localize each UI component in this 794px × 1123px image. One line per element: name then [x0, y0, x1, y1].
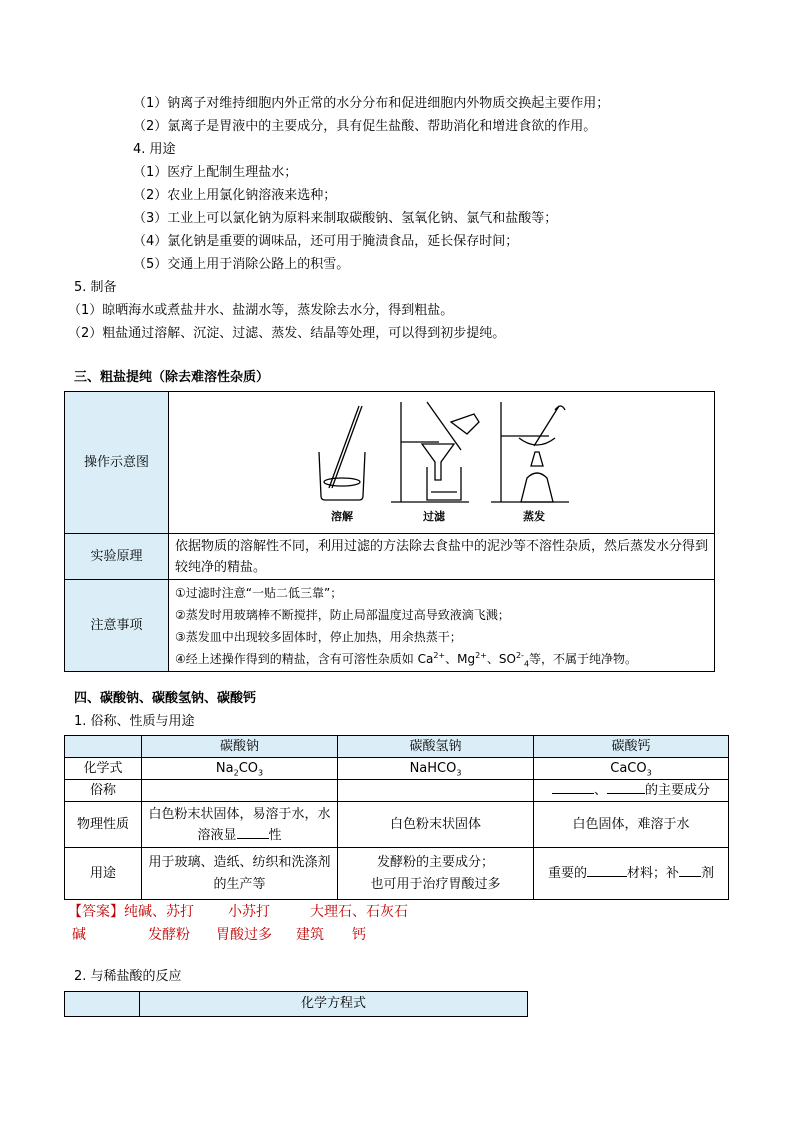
- caption-evaporate: 蒸发: [523, 510, 545, 523]
- answer-7: 建筑: [296, 927, 324, 943]
- answer-5: 发酵粉: [148, 927, 190, 943]
- section-4-heading: 四、碳酸钠、碳酸氢钠、碳酸钙: [74, 691, 257, 706]
- sodium-ion-role: （1）钠离子对维持细胞内外正常的水分分布和促进细胞内外物质交换起主要作用；: [133, 96, 610, 111]
- use-caco3: 重要的 材料；补 剂: [534, 848, 729, 900]
- alias-caco3: 、 的主要成分: [534, 780, 729, 802]
- crude-salt-table: [64, 391, 715, 672]
- answer-line-2: [72, 926, 366, 944]
- row-notes-label: 注意事项: [65, 580, 169, 672]
- use-item-5: （5）交通上用于消除公路上的积雪。: [133, 257, 350, 272]
- note-2: ②蒸发时用玻璃棒不断搅拌，防止局部温度过高导致液滴飞溅；: [175, 607, 510, 622]
- col-calcium-carbonate: 碳酸钙: [534, 736, 729, 758]
- carbonate-table: [64, 735, 729, 900]
- note-4: ④经上述操作得到的精盐，含有可溶性杂质如 $Ca^{2+}$、$Mg^{2+}$、$SO^{2-}_4$等，不属于纯净物。: [175, 650, 638, 668]
- answer-label: 【答案】: [68, 904, 124, 920]
- answer-8: 钙: [352, 927, 366, 943]
- alias-nahco3: [338, 780, 534, 802]
- formula-nahco3: NaHCO$_3$: [338, 758, 534, 780]
- dissolving-apparatus: [319, 406, 365, 500]
- subsection-2-title: 2. 与稀盐酸的反应: [74, 969, 182, 984]
- acid-reaction-table: [64, 991, 528, 1017]
- answer-6: 胃酸过多: [216, 927, 272, 943]
- acid-corner-cell: [65, 992, 140, 1017]
- chloride-ion-role: （2）氯离子是胃液中的主要成分，具有促生盐酸、帮助消化和增进食欲的作用。: [133, 119, 597, 134]
- row-diagram-label: 操作示意图: [65, 392, 169, 534]
- evaporation-apparatus: [491, 402, 569, 502]
- caption-dissolve: 溶解: [331, 510, 353, 523]
- filtering-apparatus: [391, 402, 479, 502]
- corner-cell: [65, 736, 142, 758]
- use-na2co3: 用于玻璃、造纸、纺织和洗涤剂 的生产等: [142, 848, 338, 900]
- formula-na2co3: $Na_2CO_3$: [142, 758, 338, 780]
- formula-label: 化学式: [65, 758, 142, 780]
- principle-text: 依据物质的溶解性不同，利用过滤的方法除去食盐中的泥沙等不溶性杂质，然后蒸发水分得到较纯净的精盐。: [169, 534, 715, 580]
- subsection-1-title: 1. 俗称、性质与用途: [74, 714, 195, 729]
- alias-label: 俗称: [65, 780, 142, 802]
- use-item-2: （2）农业上用氯化钠溶液来选种；: [133, 188, 337, 203]
- answer-4: 碱: [72, 927, 86, 943]
- physical-na2co3: 白色粉末状固体，易溶于水，水 溶液显 性: [142, 802, 338, 848]
- use-item-4: （4）氯化钠是重要的调味品，还可用于腌渍食品，延长保存时间；: [133, 234, 519, 249]
- use-nahco3: 发酵粉的主要成分； 也可用于治疗胃酸过多: [338, 848, 534, 900]
- col-sodium-carbonate: 碳酸钠: [142, 736, 338, 758]
- alias-na2co3: [142, 780, 338, 802]
- answer-3: 大理石、石灰石: [310, 904, 408, 920]
- note-3: ③蒸发皿中出现较多固体时，停止加热，用余热蒸干；: [175, 629, 462, 644]
- prep-item-2: （2）粗盐通过溶解、沉淀、过滤、蒸发、结晶等处理，可以得到初步提纯。: [68, 326, 506, 341]
- note-1: ①过滤时注意“一贴二低三靠”；: [175, 585, 343, 600]
- col-sodium-bicarbonate: 碳酸氢钠: [338, 736, 534, 758]
- diagram-cell: [169, 392, 715, 534]
- formula-caco3: CaCO$_3$: [534, 758, 729, 780]
- apparatus-illustration: [169, 392, 714, 526]
- caption-filter: 过滤: [423, 510, 445, 523]
- row-principle-label: 实验原理: [65, 534, 169, 580]
- physical-label: 物理性质: [65, 802, 142, 848]
- answer-2: 小苏打: [228, 904, 270, 920]
- use-label: 用途: [65, 848, 142, 900]
- answer-1: 纯碱、苏打: [124, 904, 194, 920]
- equation-header: 化学方程式: [140, 992, 528, 1017]
- notes-cell: [169, 580, 715, 672]
- physical-caco3: 白色固体，难溶于水: [534, 802, 729, 848]
- use-item-1: （1）医疗上配制生理盐水；: [133, 165, 298, 180]
- use-item-3: （3）工业上可以氯化钠为原料来制取碳酸钠、氢氧化钠、氯气和盐酸等；: [133, 211, 558, 226]
- prep-title: 5. 制备: [74, 280, 117, 295]
- answer-line-1: [68, 903, 408, 921]
- uses-title: 4. 用途: [133, 142, 176, 157]
- section-3-heading: 三、粗盐提纯（除去难溶性杂质）: [74, 370, 270, 385]
- physical-nahco3: 白色粉末状固体: [338, 802, 534, 848]
- prep-item-1: （1）晾晒海水或煮盐井水、盐湖水等，蒸发除去水分，得到粗盐。: [68, 303, 454, 318]
